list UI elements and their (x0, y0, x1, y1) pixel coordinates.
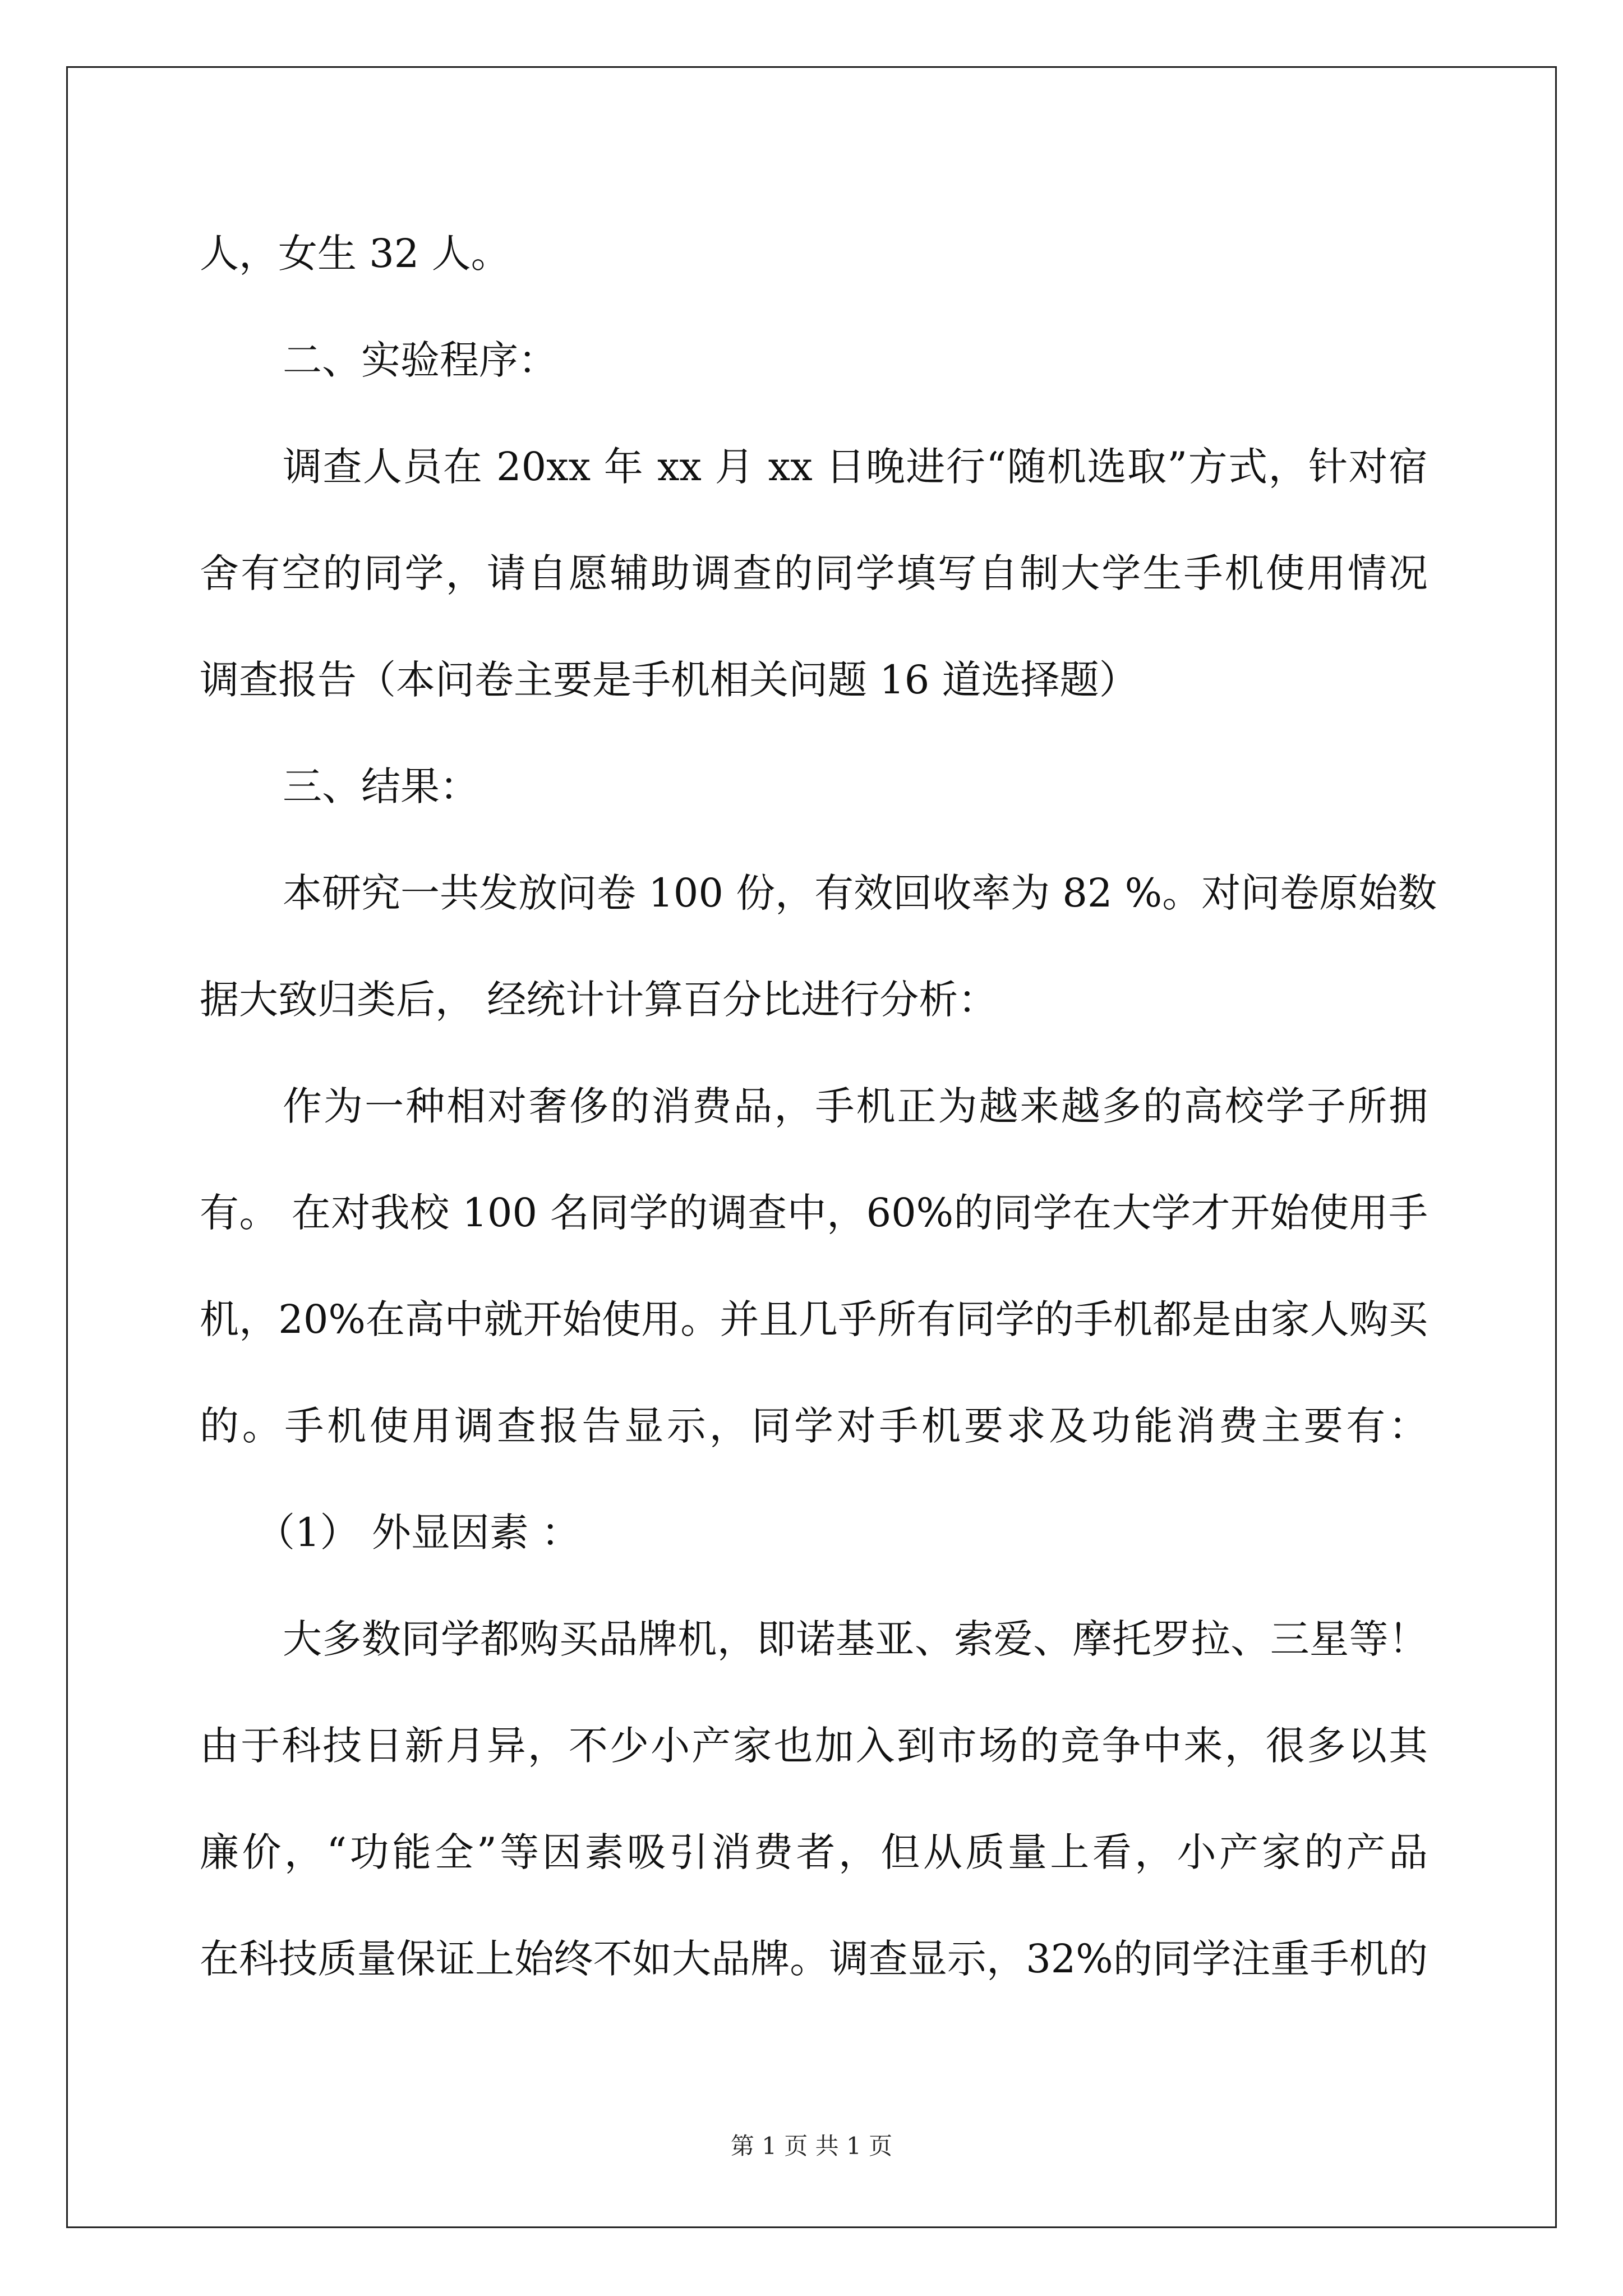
text-line: 调查人员在 20xx 年 xx 月 xx 日晚进行“随机选取”方式，针对宿 (283, 444, 1428, 490)
subsection-heading: （1） 外显因素 ： (256, 1510, 581, 1556)
text-line: 机，20%在高中就开始使用。并且几乎所有同学的手机都是由家人购买 (200, 1296, 1428, 1342)
text-line: 舍有空的同学，请自愿辅助调查的同学填写自制大学生手机使用情况 (200, 550, 1428, 596)
section-heading: 三、结果： (283, 763, 479, 809)
text-line: 据大致归类后， 经统计计算百分比进行分析： (200, 977, 998, 1023)
text-line: 有。 在对我校 100 名同学的调查中，60%的同学在大学才开始使用手 (200, 1190, 1428, 1236)
text-line: 人，女生 32 人。 (200, 231, 510, 277)
text-line: 廉价，“功能全”等因素吸引消费者，但从质量上看，小产家的产品 (200, 1829, 1428, 1875)
text-line: 本研究一共发放问卷 100 份，有效回收率为 82 %。对问卷原始数 (283, 870, 1437, 916)
document-body (200, 220, 1437, 2071)
text-line: 的。手机使用调查报告显示，同学对手机要求及功能消费主要有： (200, 1403, 1428, 1449)
text-line: 大多数同学都购买品牌机，即诺基亚、索爱、摩托罗拉、三星等！ (283, 1616, 1428, 1662)
text-line: 在科技质量保证上始终不如大品牌。调查显示，32%的同学注重手机的 (200, 1936, 1428, 1982)
text-line: 由于科技日新月异，不少小产家也加入到市场的竞争中来，很多以其 (200, 1723, 1428, 1769)
page-footer: 第 1 页 共 1 页 (730, 2132, 893, 2160)
text-line: 调查报告（本问卷主要是手机相关问题 16 道选择题） (200, 657, 1138, 703)
text-line: 作为一种相对奢侈的消费品，手机正为越来越多的高校学子所拥 (283, 1083, 1428, 1129)
section-heading: 二、实验程序： (283, 337, 557, 383)
